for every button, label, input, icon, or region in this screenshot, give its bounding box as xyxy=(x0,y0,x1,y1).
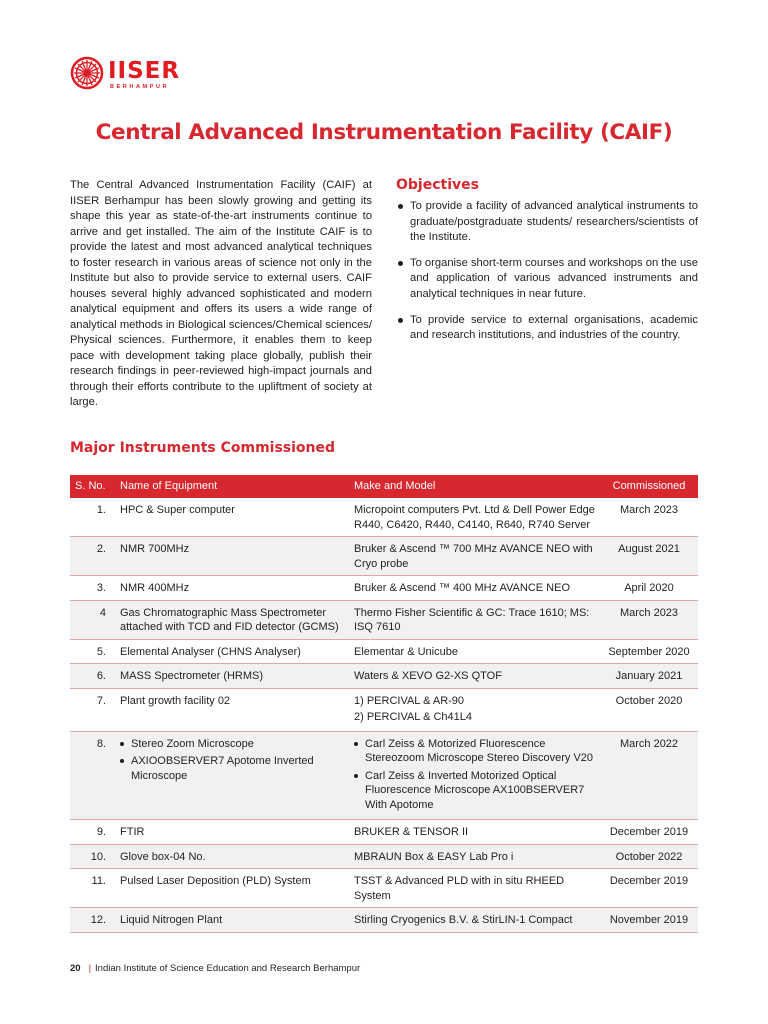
table-row xyxy=(70,731,698,820)
cell-make: Bruker & Ascend ™ 400 MHz AVANCE NEO xyxy=(350,576,600,601)
cell-name: Pulsed Laser Deposition (PLD) System xyxy=(116,869,350,908)
cell-date: October 2022 xyxy=(600,844,698,869)
footer-separator: | xyxy=(88,963,92,974)
instruments-heading: Major Instruments Commissioned xyxy=(70,440,336,456)
cell-date: November 2019 xyxy=(600,908,698,933)
table-row xyxy=(70,869,698,908)
table-row xyxy=(70,537,698,576)
cell-sno: 7. xyxy=(70,688,116,731)
cell-name: Gas Chromatographic Mass Spectrometer attached with TCD and FID detector (GCMS) xyxy=(116,600,350,639)
cell-make xyxy=(350,731,600,820)
footer-text: Indian Institute of Science Education and Research Berhampur xyxy=(95,963,361,974)
table-header-row xyxy=(70,475,698,498)
cell-make: Bruker & Ascend ™ 700 MHz AVANCE NEO with Cryo probe xyxy=(350,537,600,576)
table-row xyxy=(70,844,698,869)
column-header-sno: S. No. xyxy=(70,475,116,498)
cell-date: December 2019 xyxy=(600,869,698,908)
cell-name: MASS Spectrometer (HRMS) xyxy=(116,664,350,689)
make-list-item: Carl Zeiss & Motorized Fluorescence Stereozoom Microscope Stereo Discovery V20 xyxy=(354,737,596,766)
name-list-item: AXIOOBSERVER7 Apotome Inverted Microscope xyxy=(120,754,346,783)
cell-name: Plant growth facility 02 xyxy=(116,688,350,731)
cell-date: December 2019 xyxy=(600,820,698,845)
make-list xyxy=(354,694,596,725)
cell-name xyxy=(116,731,350,820)
cell-sno: 3. xyxy=(70,576,116,601)
cell-date: January 2021 xyxy=(600,664,698,689)
cell-date: September 2020 xyxy=(600,639,698,664)
cell-name: Glove box-04 No. xyxy=(116,844,350,869)
table-row xyxy=(70,664,698,689)
cell-make: MBRAUN Box & EASY Lab Pro i xyxy=(350,844,600,869)
cell-make: Thermo Fisher Scientific & GC: Trace 1610; MS: ISQ 7610 xyxy=(350,600,600,639)
cell-sno: 6. xyxy=(70,664,116,689)
cell-sno: 5. xyxy=(70,639,116,664)
name-list-item: Stereo Zoom Microscope xyxy=(120,737,346,752)
cell-name: HPC & Super computer xyxy=(116,498,350,537)
wheel-emblem-icon xyxy=(70,56,104,90)
cell-sno: 11. xyxy=(70,869,116,908)
cell-date: April 2020 xyxy=(600,576,698,601)
institute-logo xyxy=(70,56,200,92)
cell-sno: 12. xyxy=(70,908,116,933)
instruments-table xyxy=(70,475,698,933)
table-row xyxy=(70,820,698,845)
objectives-list xyxy=(396,199,698,354)
cell-sno: 10. xyxy=(70,844,116,869)
cell-date: August 2021 xyxy=(600,537,698,576)
cell-make: Elementar & Unicube xyxy=(350,639,600,664)
cell-sno: 2. xyxy=(70,537,116,576)
table-row xyxy=(70,498,698,537)
objective-item: To organise short-term courses and workshops on the use and application of various advanced instruments and analytical techniques in near future. xyxy=(396,256,698,303)
logo-wordmark: IISER xyxy=(108,58,181,84)
column-header-date: Commissioned xyxy=(600,475,698,498)
cell-date: October 2020 xyxy=(600,688,698,731)
make-list-item: 2) PERCIVAL & Ch41L4 xyxy=(354,711,473,723)
objectives-heading: Objectives xyxy=(396,177,479,193)
cell-name: Liquid Nitrogen Plant xyxy=(116,908,350,933)
column-header-make: Make and Model xyxy=(350,475,600,498)
table-row xyxy=(70,576,698,601)
cell-name: NMR 700MHz xyxy=(116,537,350,576)
table-row xyxy=(70,908,698,933)
cell-date: March 2023 xyxy=(600,600,698,639)
page-title: Central Advanced Instrumentation Facility (CAIF) xyxy=(95,120,673,145)
page-footer xyxy=(70,963,360,974)
cell-make xyxy=(350,688,600,731)
cell-name: FTIR xyxy=(116,820,350,845)
table-row xyxy=(70,639,698,664)
make-list xyxy=(354,737,596,813)
table-row xyxy=(70,600,698,639)
cell-make: Waters & XEVO G2-XS QTOF xyxy=(350,664,600,689)
logo-subtext: BERHAMPUR xyxy=(110,84,170,90)
cell-date: March 2023 xyxy=(600,498,698,537)
cell-name: NMR 400MHz xyxy=(116,576,350,601)
cell-make: BRUKER & TENSOR II xyxy=(350,820,600,845)
cell-make: Micropoint computers Pvt. Ltd & Dell Power Edge R440, C6420, R440, C4140, R640, R740 Server xyxy=(350,498,600,537)
table-row xyxy=(70,688,698,731)
cell-sno: 4 xyxy=(70,600,116,639)
intro-paragraph: The Central Advanced Instrumentation Facility (CAIF) at IISER Berhampur has been slowly growing and getting its shape this year as state-of-the-art instruments continue to arrive and get installed. The aim of the Institute CAIF is to provide the latest and most advanced analytical techniques to foster research in various areas of science not only in the Institute but also to provide service to external users. CAIF houses several highly advanced sophisticated and modern analytical equipment and offers its users a wide range of analytical methods in Biological sciences/Chemical sciences/ Physical sciences. Furthermore, it enables them to keep pace with development taking place globally, publish their research findings in peer-reviewed high-impact journals and through their efforts contribute to the upliftment of society at large. xyxy=(70,179,372,408)
page-number: 20 xyxy=(70,963,81,974)
column-header-name: Name of Equipment xyxy=(116,475,350,498)
name-list xyxy=(120,737,346,784)
cell-sno: 1. xyxy=(70,498,116,537)
cell-name: Elemental Analyser (CHNS Analyser) xyxy=(116,639,350,664)
make-list-item: Carl Zeiss & Inverted Motorized Optical Fluorescence Microscope AX100BSERVER7 With Apotome xyxy=(354,769,596,813)
cell-make: Stirling Cryogenics B.V. & StirLIN-1 Compact xyxy=(350,908,600,933)
objective-item: To provide service to external organisations, academic and research institutions, and industries of the country. xyxy=(396,313,698,344)
cell-sno: 8. xyxy=(70,731,116,820)
objective-item: To provide a facility of advanced analytical instruments to graduate/postgraduate students/ researchers/scientists of the Institute. xyxy=(396,199,698,246)
cell-sno: 9. xyxy=(70,820,116,845)
cell-date: March 2022 xyxy=(600,731,698,820)
cell-make: TSST & Advanced PLD with in situ RHEED System xyxy=(350,869,600,908)
make-list-item: 1) PERCIVAL & AR-90 xyxy=(354,694,465,707)
